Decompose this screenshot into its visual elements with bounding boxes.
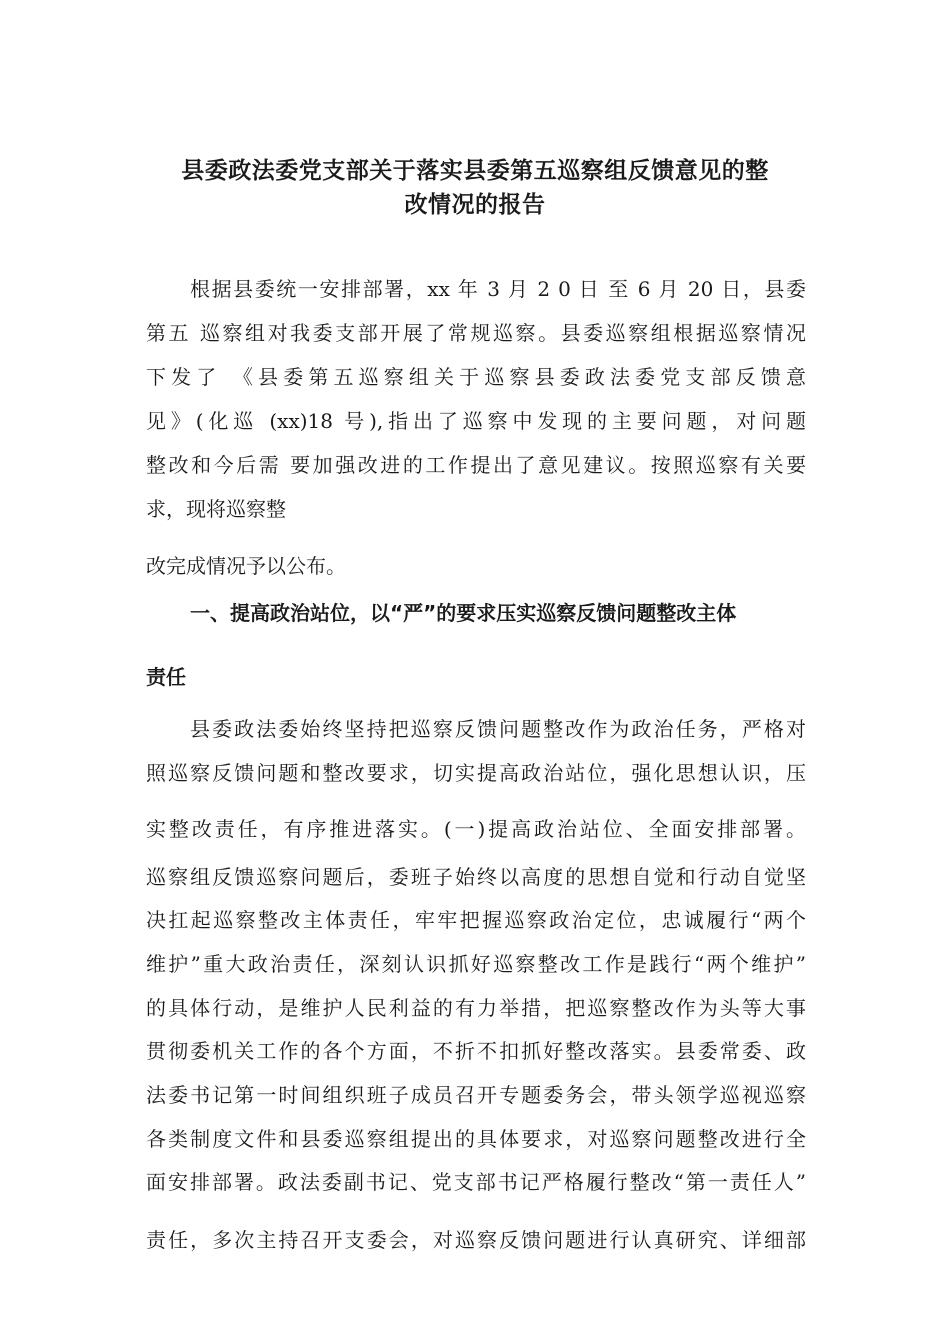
- paragraph-2-line-12: 责任，多次主持召开支委会，对巡察反馈问题进行认真研究、详细部: [146, 1228, 806, 1252]
- paragraph-1-line-5: 整改和今后需 要加强改进的工作提出了意见建议。按照巡察有关要: [146, 453, 806, 477]
- paragraph-1-line-4: 见》(化巡 (xx)18 号),指出了巡察中发现的主要问题，对问题: [146, 409, 806, 433]
- section-heading-1-line-1: 一、提高政治站位，以“严”的要求压实巡察反馈问题整改主体: [190, 601, 737, 625]
- paragraph-2-line-11: 面安排部署。政法委副书记、党支部书记严格履行整改“第一责任人”: [146, 1170, 806, 1194]
- document-title-line-2: 改情况的报告: [404, 192, 546, 218]
- section-heading-1-line-2: 责任: [146, 665, 186, 689]
- paragraph-2-line-7: 的具体行动，是维护人民利益的有力举措，把巡察整改作为头等大事: [146, 996, 806, 1020]
- paragraph-2-line-8: 贯彻委机关工作的各个方面，不折不扣抓好整改落实。县委常委、政: [146, 1039, 806, 1063]
- paragraph-2-line-3: 实整改责任，有序推进落实。(一)提高政治站位、全面安排部署。: [146, 817, 806, 841]
- paragraph-1-line-1: 根据县委统一安排部署，xx 年 3 月 2 0 日 至 6 月 20 日，县委: [190, 277, 806, 301]
- paragraph-1-line-6: 求，现将巡察整: [146, 497, 286, 521]
- paragraph-2-line-5: 决扛起巡察整改主体责任，牢牢把握巡察政治定位，忠诚履行“两个: [146, 908, 806, 932]
- paragraph-2-line-6: 维护”重大政治责任，深刻认识抓好巡察整改工作是践行“两个维护”: [146, 952, 806, 976]
- paragraph-1-line-7: 改完成情况予以公布。: [146, 554, 346, 578]
- paragraph-2-line-9: 法委书记第一时间组织班子成员召开专题委务会，带头领学巡视巡察: [146, 1083, 806, 1107]
- paragraph-1-line-3: 下发了 《县委第五巡察组关于巡察县委政法委党支部反馈意: [146, 365, 806, 389]
- paragraph-1-line-2: 第五 巡察组对我委支部开展了常规巡察。县委巡察组根据巡察情况: [146, 321, 806, 345]
- paragraph-2-line-2: 照巡察反馈问题和整改要求，切实提高政治站位，强化思想认识，压: [146, 761, 806, 785]
- document-title-line-1: 县委政法委党支部关于落实县委第五巡察组反馈意见的整: [181, 158, 769, 184]
- paragraph-2-line-4: 巡察组反馈巡察问题后，委班子始终以高度的思想自觉和行动自觉坚: [146, 865, 806, 889]
- paragraph-2-line-1: 县委政法委始终坚持把巡察反馈问题整改作为政治任务，严格对: [190, 717, 806, 741]
- paragraph-2-line-10: 各类制度文件和县委巡察组提出的具体要求，对巡察问题整改进行全: [146, 1127, 806, 1151]
